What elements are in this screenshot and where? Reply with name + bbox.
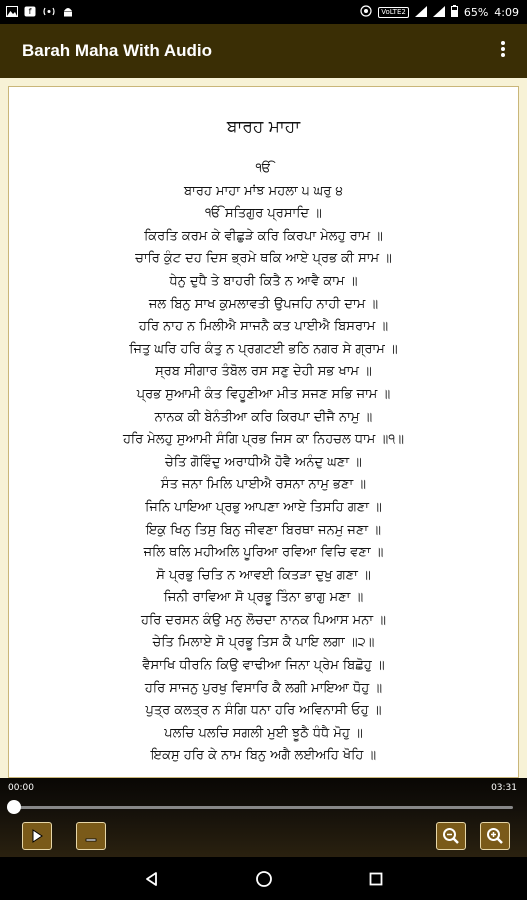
zoom-in-icon: [486, 827, 504, 845]
gurbani-text-panel[interactable]: [8, 86, 519, 778]
home-button[interactable]: [249, 864, 279, 894]
svg-text:f: f: [28, 6, 32, 16]
zoom-in-button[interactable]: [480, 822, 510, 850]
verse-line: ਜਿਤੁ ਘਰਿ ਹਰਿ ਕੰਤੁ ਨ ਪ੍ਰਗਟਈ ਭਠਿ ਨਗਰ ਸੇ ਗ੍ਰਾਮ ॥: [129, 341, 398, 357]
verse-line: ਚੇਤਿ ਮਿਲਾਏ ਸੋ ਪ੍ਰਭੂ ਤਿਸ ਕੈ ਪਾਇ ਲਗਾ ॥੨॥: [152, 635, 375, 651]
total-time: 03:31: [491, 783, 517, 793]
system-nav-bar: [0, 857, 527, 900]
wifi-icon: [415, 6, 427, 19]
verse-line: ਜਿਨੀ ਰਾਵਿਆ ਸੋ ਪ੍ਰਭੂ ਤਿੰਨਾ ਭਾਗੁ ਮਣਾ ॥: [163, 590, 364, 606]
app-bar: [0, 24, 527, 78]
verse-line: ਕਿਰਤਿ ਕਰਮ ਕੇ ਵੀਛੁੜੇ ਕਰਿ ਕਿਰਪਾ ਮੇਲਹੁ ਰਾਮ ॥: [144, 228, 383, 244]
stop-button[interactable]: [76, 822, 106, 850]
cast-icon: [360, 5, 372, 19]
recents-square-icon: [368, 871, 384, 887]
verse-line: ਵੈਸਾਖਿ ਧੀਰਨਿ ਕਿਉ ਵਾਢੀਆ ਜਿਨਾ ਪ੍ਰੇਮ ਬਿਛੋਹੁ ॥: [142, 658, 385, 674]
verse-line: ਸੰਤ ਜਨਾ ਮਿਲਿ ਪਾਈਐ ਰਸਨਾ ਨਾਮੁ ਭਣਾ ॥: [160, 477, 367, 493]
play-icon: [30, 829, 44, 843]
verse-line: ਬਾਰਹ ਮਾਹਾ ਮਾਂਝ ਮਹਲਾ ੫ ਘਰੁ ੪: [184, 183, 343, 199]
shabad-title: ਬਾਰਹ ਮਾਹਾ: [226, 117, 301, 137]
battery-percent: 65%: [463, 5, 489, 19]
home-circle-icon: [255, 870, 273, 888]
verse-line: ਪ੍ਰਭ ਸੁਆਮੀ ਕੰਤ ਵਿਹੂਣੀਆ ਮੀਤ ਸਜਣ ਸਭਿ ਜਾਮ ॥: [136, 386, 391, 402]
verse-line: ਚੇਤਿ ਗੋਵਿੰਦੁ ਅਰਾਧੀਐ ਹੋਵੈ ਅਨੰਦੁ ਘਣਾ ॥: [165, 454, 362, 470]
stop-icon: [84, 829, 98, 843]
status-time: 4:09: [494, 5, 519, 19]
verse-line: ਸ੍ਰਬ ਸੀਗਾਰ ਤੰਬੋਲ ਰਸ ਸਣੁ ਦੇਹੀ ਸਭ ਖਾਮ ॥: [155, 364, 372, 380]
status-right-icons: [360, 5, 519, 19]
verse-line: ਜਲਿ ਥਲਿ ਮਹੀਅਲਿ ਪੂਰਿਆ ਰਵਿਆ ਵਿਚਿ ਵਣਾ ॥: [143, 545, 384, 561]
play-button[interactable]: [22, 822, 52, 850]
current-time: 00:00: [8, 783, 34, 793]
verse-line: ਧੇਨੁ ਦੁਧੈ ਤੇ ਬਾਹਰੀ ਕਿਤੈ ਨ ਆਵੈ ਕਾਮ ॥: [169, 273, 358, 289]
back-button[interactable]: [137, 864, 167, 894]
verse-line: ਪੁਤ੍ਰ ਕਲਤ੍ਰ ਨ ਸੰਗਿ ਧਨਾ ਹਰਿ ਅਵਿਨਾਸੀ ਓਹੁ ॥: [145, 703, 382, 719]
signal-icon: [42, 6, 56, 19]
verse-line: ਸੋ ਪ੍ਰਭੁ ਚਿਤਿ ਨ ਆਵਈ ਕਿਤੜਾ ਦੁਖੁ ਗਣਾ ॥: [156, 567, 371, 583]
overflow-menu-icon[interactable]: [493, 39, 513, 63]
zoom-out-button[interactable]: [436, 822, 466, 850]
verse-line: ਹਰਿ ਸਾਜਨੁ ਪੁਰਖੁ ਵਿਸਾਰਿ ਕੈ ਲਗੀ ਮਾਇਆ ਧੋਹੁ ॥: [144, 680, 383, 696]
status-left-icons: [6, 6, 74, 19]
verse-line: ਜਲ ਬਿਨੁ ਸਾਖ ਕੁਮਲਾਵਤੀ ਉਪਜਹਿ ਨਾਹੀ ਦਾਮ ॥: [148, 296, 379, 312]
verse-line: ਹਰਿ ਨਾਹ ਨ ਮਿਲੀਐ ਸਾਜਨੈ ਕਤ ਪਾਈਐ ਬਿਸਰਾਮ ॥: [138, 319, 389, 335]
verse-line: ਇਕਸੁ ਹਰਿ ਕੇ ਨਾਮ ਬਿਨੁ ਅਗੈ ਲਈਅਹਿ ਖੋਹਿ ॥: [150, 748, 377, 764]
back-triangle-icon: [144, 871, 160, 887]
image-icon: [6, 6, 18, 19]
battery-icon: [451, 5, 458, 19]
verse-line: ਹਰਿ ਦਰਸਨ ਕੰਉ ਮਨੁ ਲੋਚਦਾ ਨਾਨਕ ਪਿਆਸ ਮਨਾ ॥: [141, 612, 386, 628]
verse-list: [9, 158, 518, 768]
verse-line: ਪਲਚਿ ਪਲਚਿ ਸਗਲੀ ਮੁਈ ਝੂਠੈ ਧੰਧੈ ਮੋਹੁ ॥: [164, 725, 363, 741]
notification-icon: [24, 6, 36, 19]
app-title: Barah Maha With Audio: [22, 41, 212, 60]
android-icon: [62, 6, 74, 19]
verse-line: ੴ: [255, 161, 272, 176]
network-badge: VoLTE2: [378, 7, 409, 18]
verse-line: ਨਾਨਕ ਕੀ ਬੇਨੰਤੀਆ ਕਰਿ ਕਿਰਪਾ ਦੀਜੈ ਨਾਮੁ ॥: [154, 409, 373, 425]
verse-line: ਹਰਿ ਮੇਲਹੁ ਸੁਆਮੀ ਸੰਗਿ ਪ੍ਰਭ ਜਿਸ ਕਾ ਨਿਹਚਲ ਧਾਮ ॥੧॥: [122, 432, 405, 448]
status-bar: [0, 0, 527, 24]
audio-player: [0, 778, 527, 857]
verse-line: ੴ ਸਤਿਗੁਰ ਪ੍ਰਸਾਦਿ ॥: [205, 206, 322, 222]
verse-line: ਜਿਨਿ ਪਾਇਆ ਪ੍ਰਭੁ ਆਪਣਾ ਆਏ ਤਿਸਹਿ ਗਣਾ ॥: [145, 499, 382, 515]
zoom-out-icon: [442, 827, 460, 845]
cell-signal-icon: [433, 6, 445, 19]
verse-line: ਇਕੁ ਖਿਨੁ ਤਿਸੁ ਬਿਨੁ ਜੀਵਣਾ ਬਿਰਥਾ ਜਨਮੁ ਜਣਾ ॥: [145, 522, 381, 538]
seek-thumb[interactable]: [7, 800, 21, 814]
recents-button[interactable]: [361, 864, 391, 894]
content-area: [0, 78, 527, 778]
seek-bar[interactable]: [14, 806, 513, 809]
verse-line: ਚਾਰਿ ਕੁੰਟ ਦਹ ਦਿਸ ਭ੍ਰਮੇ ਥਕਿ ਆਏ ਪ੍ਰਭ ਕੀ ਸਾਮ ॥: [135, 251, 392, 267]
